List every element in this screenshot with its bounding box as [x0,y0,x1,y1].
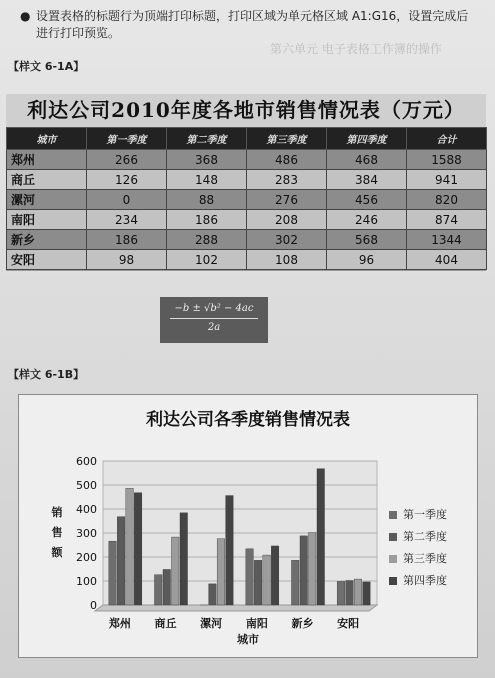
legend-label: 第四季度 [403,574,447,587]
chart-bar [300,536,308,605]
chart-bar [263,555,271,605]
show-through-heading: 第六单元 电子表格工作簿的操作 [270,42,442,56]
chart-bar [354,579,362,605]
header-cell[interactable]: 第三季度 [247,128,327,150]
formula-denominator: 2a [207,322,221,333]
spreadsheet-table [6,94,486,271]
chart-bar [309,533,317,605]
city-cell[interactable]: 商丘 [7,170,87,190]
chart-bar [172,537,180,605]
value-cell[interactable]: 468 [327,150,407,170]
header-row [7,128,487,150]
chart-bar [246,549,254,605]
x-tick-label: 漯河 [200,617,223,630]
chart-bar [155,575,163,605]
chart-bar [217,539,225,605]
total-cell[interactable]: 404 [407,250,487,270]
chart-title: 利达公司各季度销售情况表 [146,410,350,430]
total-cell[interactable]: 874 [407,210,487,230]
value-cell[interactable]: 0 [87,190,167,210]
value-cell[interactable]: 186 [87,230,167,250]
legend-swatch [389,555,397,563]
chart-bar [180,513,188,605]
instruction-text: 设置表格的标题行为顶端打印标题，打印区域为单元格区域 A1:G16，设置完成后进行打印预览。 [36,9,469,40]
chart-bar [126,488,134,605]
quadratic-formula-image [160,297,268,343]
y-tick-label: 600 [76,455,97,468]
fraction-bar [170,318,258,319]
table-row [7,210,487,230]
legend-item [389,573,447,595]
bullet-icon: ● [20,9,31,23]
legend-swatch [389,511,397,519]
legend-item [389,529,447,551]
sample-label-b: 【样文 6-1B】 [8,368,85,381]
sales-grid [6,127,487,270]
city-cell[interactable]: 南阳 [7,210,87,230]
y-axis-label: 销售额 [51,506,63,559]
legend-item [389,507,447,529]
chart-bar [271,546,279,605]
chart-bar [163,569,171,605]
city-cell[interactable]: 漯河 [7,190,87,210]
value-cell[interactable]: 456 [327,190,407,210]
table-row [7,230,487,250]
total-cell[interactable]: 820 [407,190,487,210]
legend-label: 第一季度 [403,508,447,521]
city-cell[interactable]: 郑州 [7,150,87,170]
table-row [7,150,487,170]
table-row [7,170,487,190]
header-cell[interactable]: 城市 [7,128,87,150]
x-tick-label: 郑州 [108,617,131,630]
chart-bar [209,584,217,605]
y-tick-label: 300 [76,527,97,540]
chart-bar [337,581,345,605]
chart-bar [109,541,117,605]
value-cell[interactable]: 368 [167,150,247,170]
table-row [7,250,487,270]
chart-bar [254,560,261,605]
sample-label-a: 【样文 6-1A】 [8,60,85,73]
table-row [7,190,487,210]
legend-swatch [389,533,397,541]
city-cell[interactable]: 新乡 [7,230,87,250]
value-cell[interactable]: 246 [327,210,407,230]
chart-bar [117,517,125,605]
total-cell[interactable]: 1344 [407,230,487,250]
value-cell[interactable]: 486 [247,150,327,170]
value-cell[interactable]: 98 [87,250,167,270]
total-cell[interactable]: 941 [407,170,487,190]
total-cell[interactable]: 1588 [407,150,487,170]
y-tick-label: 200 [76,551,97,564]
value-cell[interactable]: 108 [247,250,327,270]
value-cell[interactable]: 276 [247,190,327,210]
header-cell[interactable]: 第二季度 [167,128,247,150]
header-cell[interactable]: 合计 [407,128,487,150]
value-cell[interactable]: 88 [167,190,247,210]
value-cell[interactable]: 568 [327,230,407,250]
x-tick-label: 新乡 [291,617,314,630]
x-tick-label: 安阳 [337,617,360,630]
chart-bar [134,493,142,605]
header-cell[interactable]: 第一季度 [87,128,167,150]
x-tick-label: 商丘 [154,617,177,630]
value-cell[interactable]: 126 [87,170,167,190]
value-cell[interactable]: 102 [167,250,247,270]
header-cell[interactable]: 第四季度 [327,128,407,150]
legend-swatch [389,577,397,585]
value-cell[interactable]: 96 [327,250,407,270]
value-cell[interactable]: 208 [247,210,327,230]
sheet-title: 利达公司2010年度各地市销售情况表（万元） [6,94,486,127]
chart-bar [363,582,371,605]
instruction-paragraph [20,8,480,42]
value-cell[interactable]: 384 [327,170,407,190]
chart-floor [95,605,377,611]
city-cell[interactable]: 安阳 [7,250,87,270]
chart-bar [346,581,354,605]
chart-legend [389,507,447,595]
value-cell[interactable]: 288 [167,230,247,250]
y-tick-label: 0 [90,599,97,612]
legend-label: 第三季度 [403,552,447,565]
legend-label: 第二季度 [403,530,447,543]
formula-numerator: −b ± √b² − 4ac [174,303,254,314]
x-tick-label: 南阳 [245,617,268,630]
legend-item [389,551,447,573]
chart-bar [226,496,234,605]
value-cell[interactable]: 186 [167,210,247,230]
chart-bar [292,560,300,605]
y-tick-label: 100 [76,575,97,588]
value-cell[interactable]: 234 [87,210,167,230]
y-tick-label: 400 [76,503,97,516]
y-tick-label: 500 [76,479,97,492]
value-cell[interactable]: 283 [247,170,327,190]
x-axis-label: 城市 [237,633,259,646]
sales-chart [18,394,478,658]
value-cell[interactable]: 302 [247,230,327,250]
value-cell[interactable]: 266 [87,150,167,170]
value-cell[interactable]: 148 [167,170,247,190]
chart-bar [317,469,325,605]
